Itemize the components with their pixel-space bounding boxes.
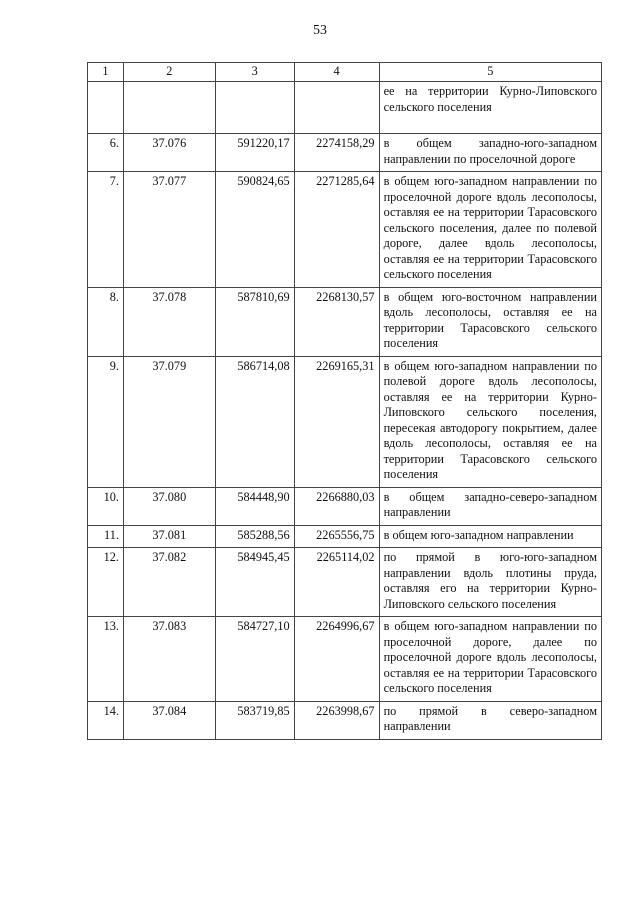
coordinate-x: 591220,17 xyxy=(215,134,294,172)
coordinate-x: 584448,90 xyxy=(215,487,294,525)
coordinate-y: 2263998,67 xyxy=(294,701,379,739)
boundary-description: в общем юго-восточном направлении вдоль лесополосы, оставляя ее на территории Тарасовского сельского поселения xyxy=(379,287,601,356)
coordinate-y: 2265556,75 xyxy=(294,525,379,548)
row-number: 8. xyxy=(88,287,124,356)
row-number: 10. xyxy=(88,487,124,525)
coordinate-x: 587810,69 xyxy=(215,287,294,356)
table-row xyxy=(88,617,602,702)
row-number: 7. xyxy=(88,172,124,288)
coordinate-x: 585288,56 xyxy=(215,525,294,548)
boundary-description: в общем юго-западном направлении по проселочной дороге, далее по проселочной дороге вдоль лесополосы, оставляя ее на территории Тарасовского сельского поселения xyxy=(379,617,601,702)
row-number: 12. xyxy=(88,548,124,617)
table-row xyxy=(88,172,602,288)
table-row xyxy=(88,548,602,617)
coordinate-y: 2269165,31 xyxy=(294,356,379,487)
table-row xyxy=(88,525,602,548)
point-code: 37.082 xyxy=(123,548,215,617)
point-code: 37.081 xyxy=(123,525,215,548)
point-code: 37.078 xyxy=(123,287,215,356)
table-row xyxy=(88,134,602,172)
column-header-2: 2 xyxy=(123,63,215,82)
column-header-4: 4 xyxy=(294,63,379,82)
empty-cell xyxy=(294,82,379,134)
page-number: 53 xyxy=(313,23,327,38)
column-header-1: 1 xyxy=(88,63,124,82)
point-code: 37.077 xyxy=(123,172,215,288)
row-number: 11. xyxy=(88,525,124,548)
coordinate-x: 586714,08 xyxy=(215,356,294,487)
empty-cell xyxy=(88,82,124,134)
coordinate-x: 584727,10 xyxy=(215,617,294,702)
point-code: 37.083 xyxy=(123,617,215,702)
point-code: 37.076 xyxy=(123,134,215,172)
coordinate-y: 2266880,03 xyxy=(294,487,379,525)
table-row xyxy=(88,487,602,525)
coordinate-y: 2264996,67 xyxy=(294,617,379,702)
boundary-table xyxy=(87,62,602,740)
coordinate-y: 2274158,29 xyxy=(294,134,379,172)
boundary-description: в общем западно-юго-западном направлении по проселочной дороге xyxy=(379,134,601,172)
row-number: 14. xyxy=(88,701,124,739)
boundary-description: в общем юго-западном направлении по проселочной дороге вдоль лесополосы, оставляя ее на территории Тарасовского сельского поселения, далее по полевой дороге, далее вдоль лесополосы, оставляя ее на территории Тарасовского сельского поселения xyxy=(379,172,601,288)
row-number: 13. xyxy=(88,617,124,702)
point-code: 37.079 xyxy=(123,356,215,487)
empty-cell xyxy=(123,82,215,134)
boundary-description: в общем юго-западном направлении по полевой дороге вдоль лесополосы, оставляя ее на территории Курно-Липовского сельского поселения, пересекая автодорогу покрытием, далее вдоль лесополосы, оставляя ее на территории Тарасовского сельского поселения xyxy=(379,356,601,487)
coordinate-y: 2265114,02 xyxy=(294,548,379,617)
continuation-row xyxy=(88,82,602,134)
table-row xyxy=(88,701,602,739)
coordinate-y: 2268130,57 xyxy=(294,287,379,356)
point-code: 37.080 xyxy=(123,487,215,525)
boundary-description: в общем юго-западном направлении xyxy=(379,525,601,548)
boundary-description: по прямой в северо-западном направлении xyxy=(379,701,601,739)
row-number: 6. xyxy=(88,134,124,172)
empty-cell xyxy=(215,82,294,134)
coordinate-x: 590824,65 xyxy=(215,172,294,288)
coordinate-y: 2271285,64 xyxy=(294,172,379,288)
coordinate-x: 583719,85 xyxy=(215,701,294,739)
column-header-3: 3 xyxy=(215,63,294,82)
column-header-5: 5 xyxy=(379,63,601,82)
continuation-description: ее на территории Курно-Липовского сельского поселения xyxy=(379,82,601,134)
boundary-description: по прямой в юго-юго-западном направлении вдоль плотины пруда, оставляя его на территории Курно-Липовского сельского поселения xyxy=(379,548,601,617)
table-row xyxy=(88,356,602,487)
boundary-description: в общем западно-северо-западном направлении xyxy=(379,487,601,525)
row-number: 9. xyxy=(88,356,124,487)
coordinate-x: 584945,45 xyxy=(215,548,294,617)
point-code: 37.084 xyxy=(123,701,215,739)
table-row xyxy=(88,287,602,356)
table-header xyxy=(88,63,602,82)
